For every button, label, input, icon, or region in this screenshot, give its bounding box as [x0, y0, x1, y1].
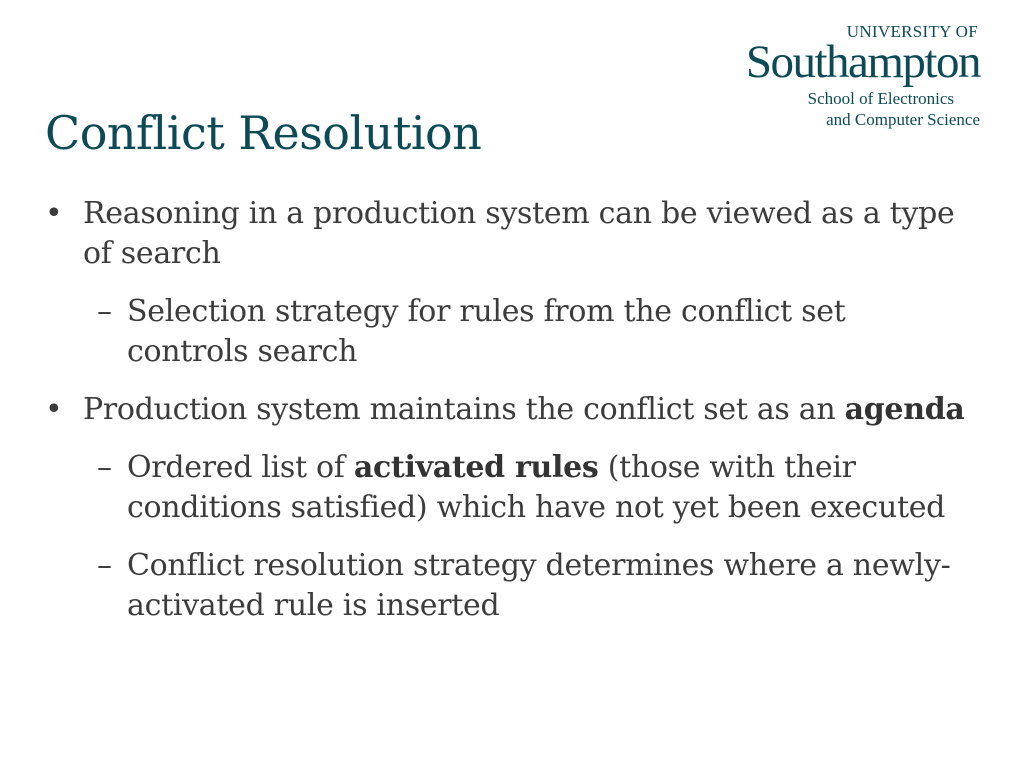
bold-term-activated-rules: activated rules	[353, 450, 599, 485]
logo-southampton: Southampton	[745, 36, 980, 88]
bullet-marker: •	[45, 392, 63, 427]
logo-university-of: UNIVERSITY OF	[846, 22, 978, 41]
bold-term-agenda: agenda	[844, 392, 965, 427]
sub-bullet-item	[45, 448, 975, 528]
sub-bullet-text-continued: (those with their conditions satisfied) which have not yet been executed	[127, 450, 946, 525]
bullet-text: Production system maintains the conflict set as an	[83, 392, 845, 427]
logo-school-name	[746, 88, 980, 130]
dash-marker: –	[97, 548, 112, 583]
sub-bullet-item	[45, 546, 975, 626]
bullet-item	[45, 194, 975, 274]
sub-bullet-text: Ordered list of	[127, 450, 354, 485]
university-logo	[746, 22, 980, 130]
logo-school-line2: and Computer Science	[826, 110, 980, 129]
sub-bullet-text: Selection strategy for rules from the conflict set controls search	[127, 294, 846, 369]
logo-school-line1: School of Electronics	[807, 89, 954, 108]
bullet-marker: •	[45, 196, 63, 231]
dash-marker: –	[97, 294, 112, 329]
bullet-text: Reasoning in a production system can be viewed as a type of search	[83, 196, 955, 271]
sub-bullet-text: Conflict resolution strategy determines where a newly-activated rule is inserted	[127, 548, 951, 623]
bullet-item	[45, 390, 975, 430]
slide-title: Conflict Resolution	[45, 106, 482, 160]
sub-bullet-item	[45, 292, 975, 372]
slide-content	[45, 194, 975, 644]
dash-marker: –	[97, 450, 112, 485]
